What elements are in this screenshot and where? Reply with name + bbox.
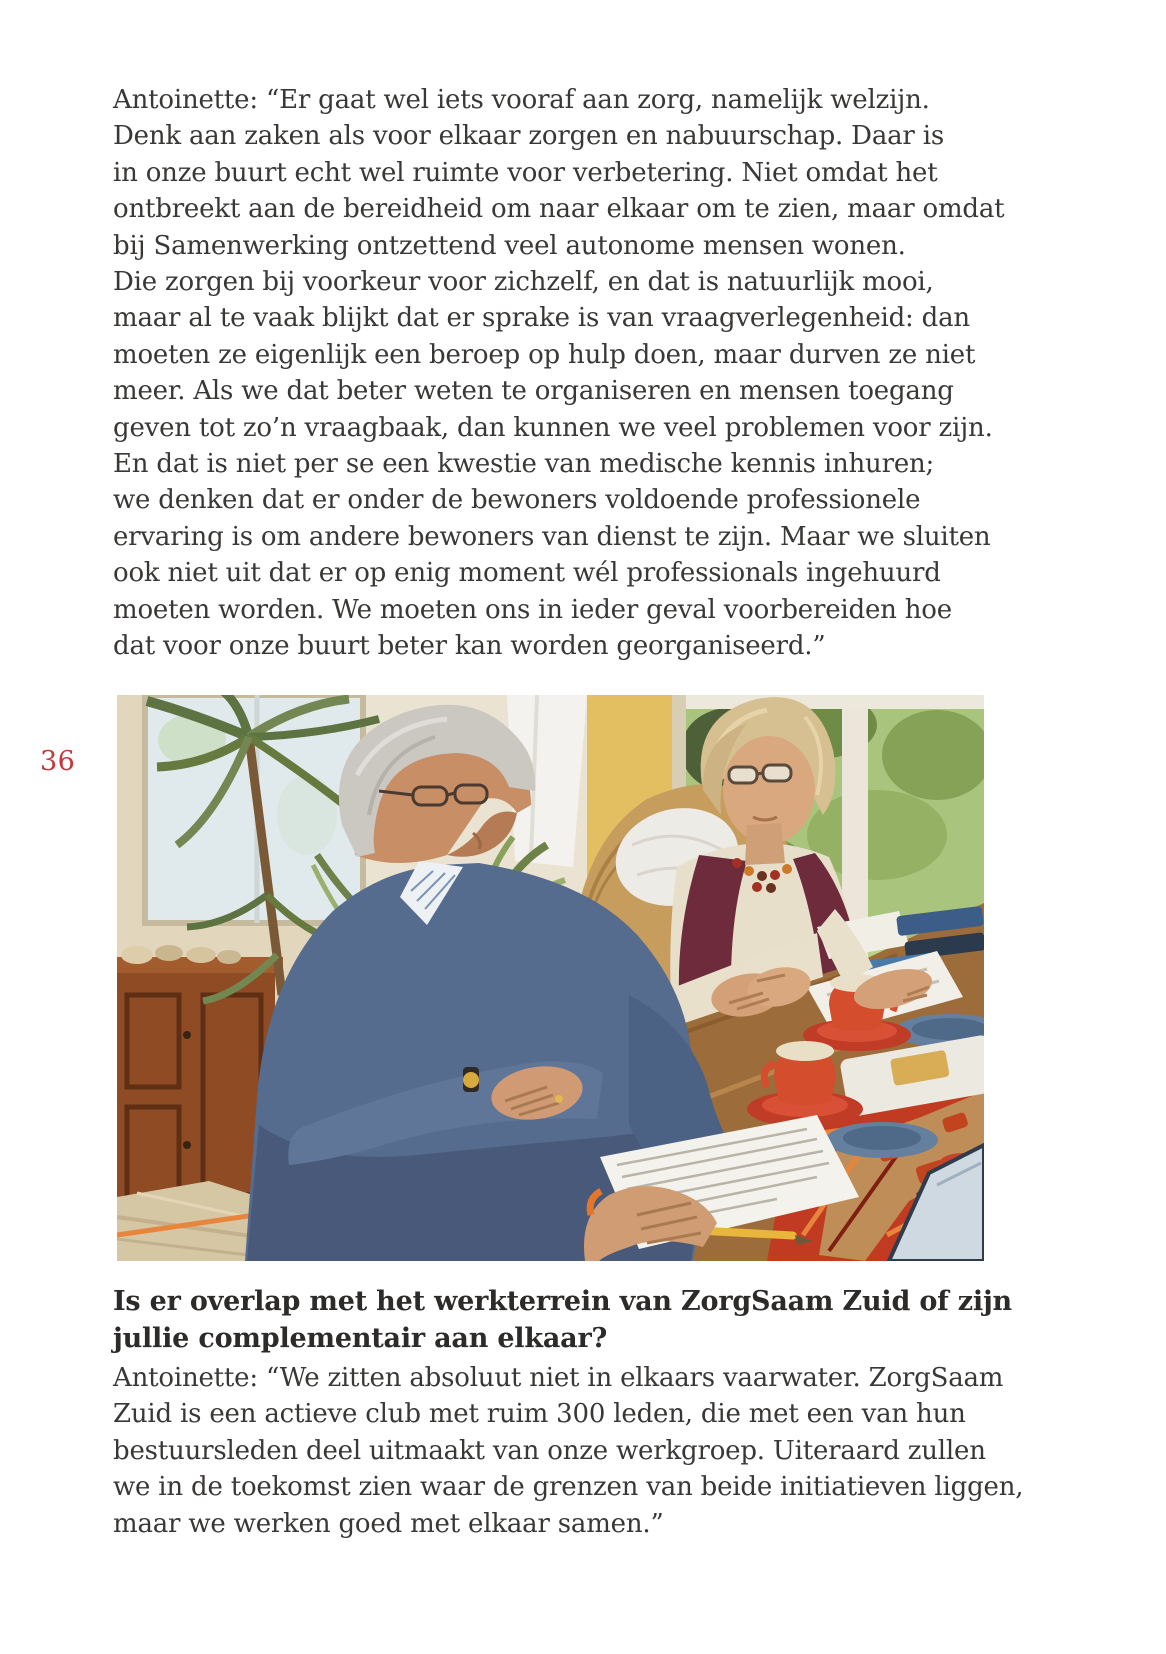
- text-line: Antoinette: “Er gaat wel iets vooraf aan zorg, namelijk welzijn.: [113, 85, 930, 115]
- text-line: bestuursleden deel uitmaakt van onze werkgroep. Uiteraard zullen: [113, 1435, 986, 1466]
- text-line: Denk aan zaken als voor elkaar zorgen en nabuurschap. Daar is: [113, 121, 944, 152]
- text-line: maar al te vaak blijkt dat er sprake is van vraagverlegenheid: dan: [113, 303, 970, 334]
- page-number: 36: [40, 746, 76, 777]
- text-line: bij Samenwerking ontzettend veel autonome mensen wonen.: [113, 230, 906, 261]
- text-line: dat voor onze buurt beter kan worden georganiseerd.”: [113, 631, 826, 662]
- text-line: geven tot zo’n vraagbaak, dan kunnen we veel problemen voor zijn.: [113, 412, 993, 443]
- text-line: En dat is niet per se een kwestie van medische kennis inhuren;: [113, 449, 935, 480]
- paragraph-antoinette-2: [113, 1360, 1023, 1542]
- text-line: ook niet uit dat er op enig moment wél professionals ingehuurd: [113, 558, 941, 589]
- question-heading: [113, 1283, 1012, 1357]
- heading-line: jullie complementair aan elkaar?: [113, 1323, 608, 1354]
- heading-line: Is er overlap met het werkterrein van ZorgSaam Zuid of zijn: [113, 1286, 1012, 1317]
- paragraph-antoinette-1: [113, 82, 1004, 665]
- text-line: we denken dat er onder de bewoners voldoende professionele: [113, 485, 921, 516]
- text-line: meer. Als we dat beter weten te organiseren en mensen toegang: [113, 376, 954, 407]
- text-line: ervaring is om andere bewoners van dienst te zijn. Maar we sluiten: [113, 521, 991, 552]
- text-line: moeten worden. We moeten ons in ieder geval voorbereiden hoe: [113, 594, 952, 625]
- text-line: Die zorgen bij voorkeur voor zichzelf, en dat is natuurlijk mooi,: [113, 267, 934, 298]
- text-line: Antoinette: “We zitten absoluut niet in elkaars vaarwater. ZorgSaam: [113, 1363, 1004, 1393]
- text-line: in onze buurt echt wel ruimte voor verbetering. Niet omdat het: [113, 157, 938, 188]
- text-line: we in de toekomst zien waar de grenzen van beide initiatieven liggen,: [113, 1472, 1024, 1503]
- text-line: ontbreekt aan de bereidheid om naar elkaar om te zien, maar omdat: [113, 194, 1005, 225]
- interview-photo: [117, 695, 984, 1261]
- text-line: maar we werken goed met elkaar samen.”: [113, 1508, 664, 1539]
- text-line: Zuid is een actieve club met ruim 300 leden, die met een van hun: [113, 1399, 966, 1430]
- photo-man-ring: [555, 1095, 563, 1103]
- text-line: moeten ze eigenlijk een beroep op hulp doen, maar durven ze niet: [113, 339, 976, 370]
- photo-woman-glasses: [729, 767, 757, 783]
